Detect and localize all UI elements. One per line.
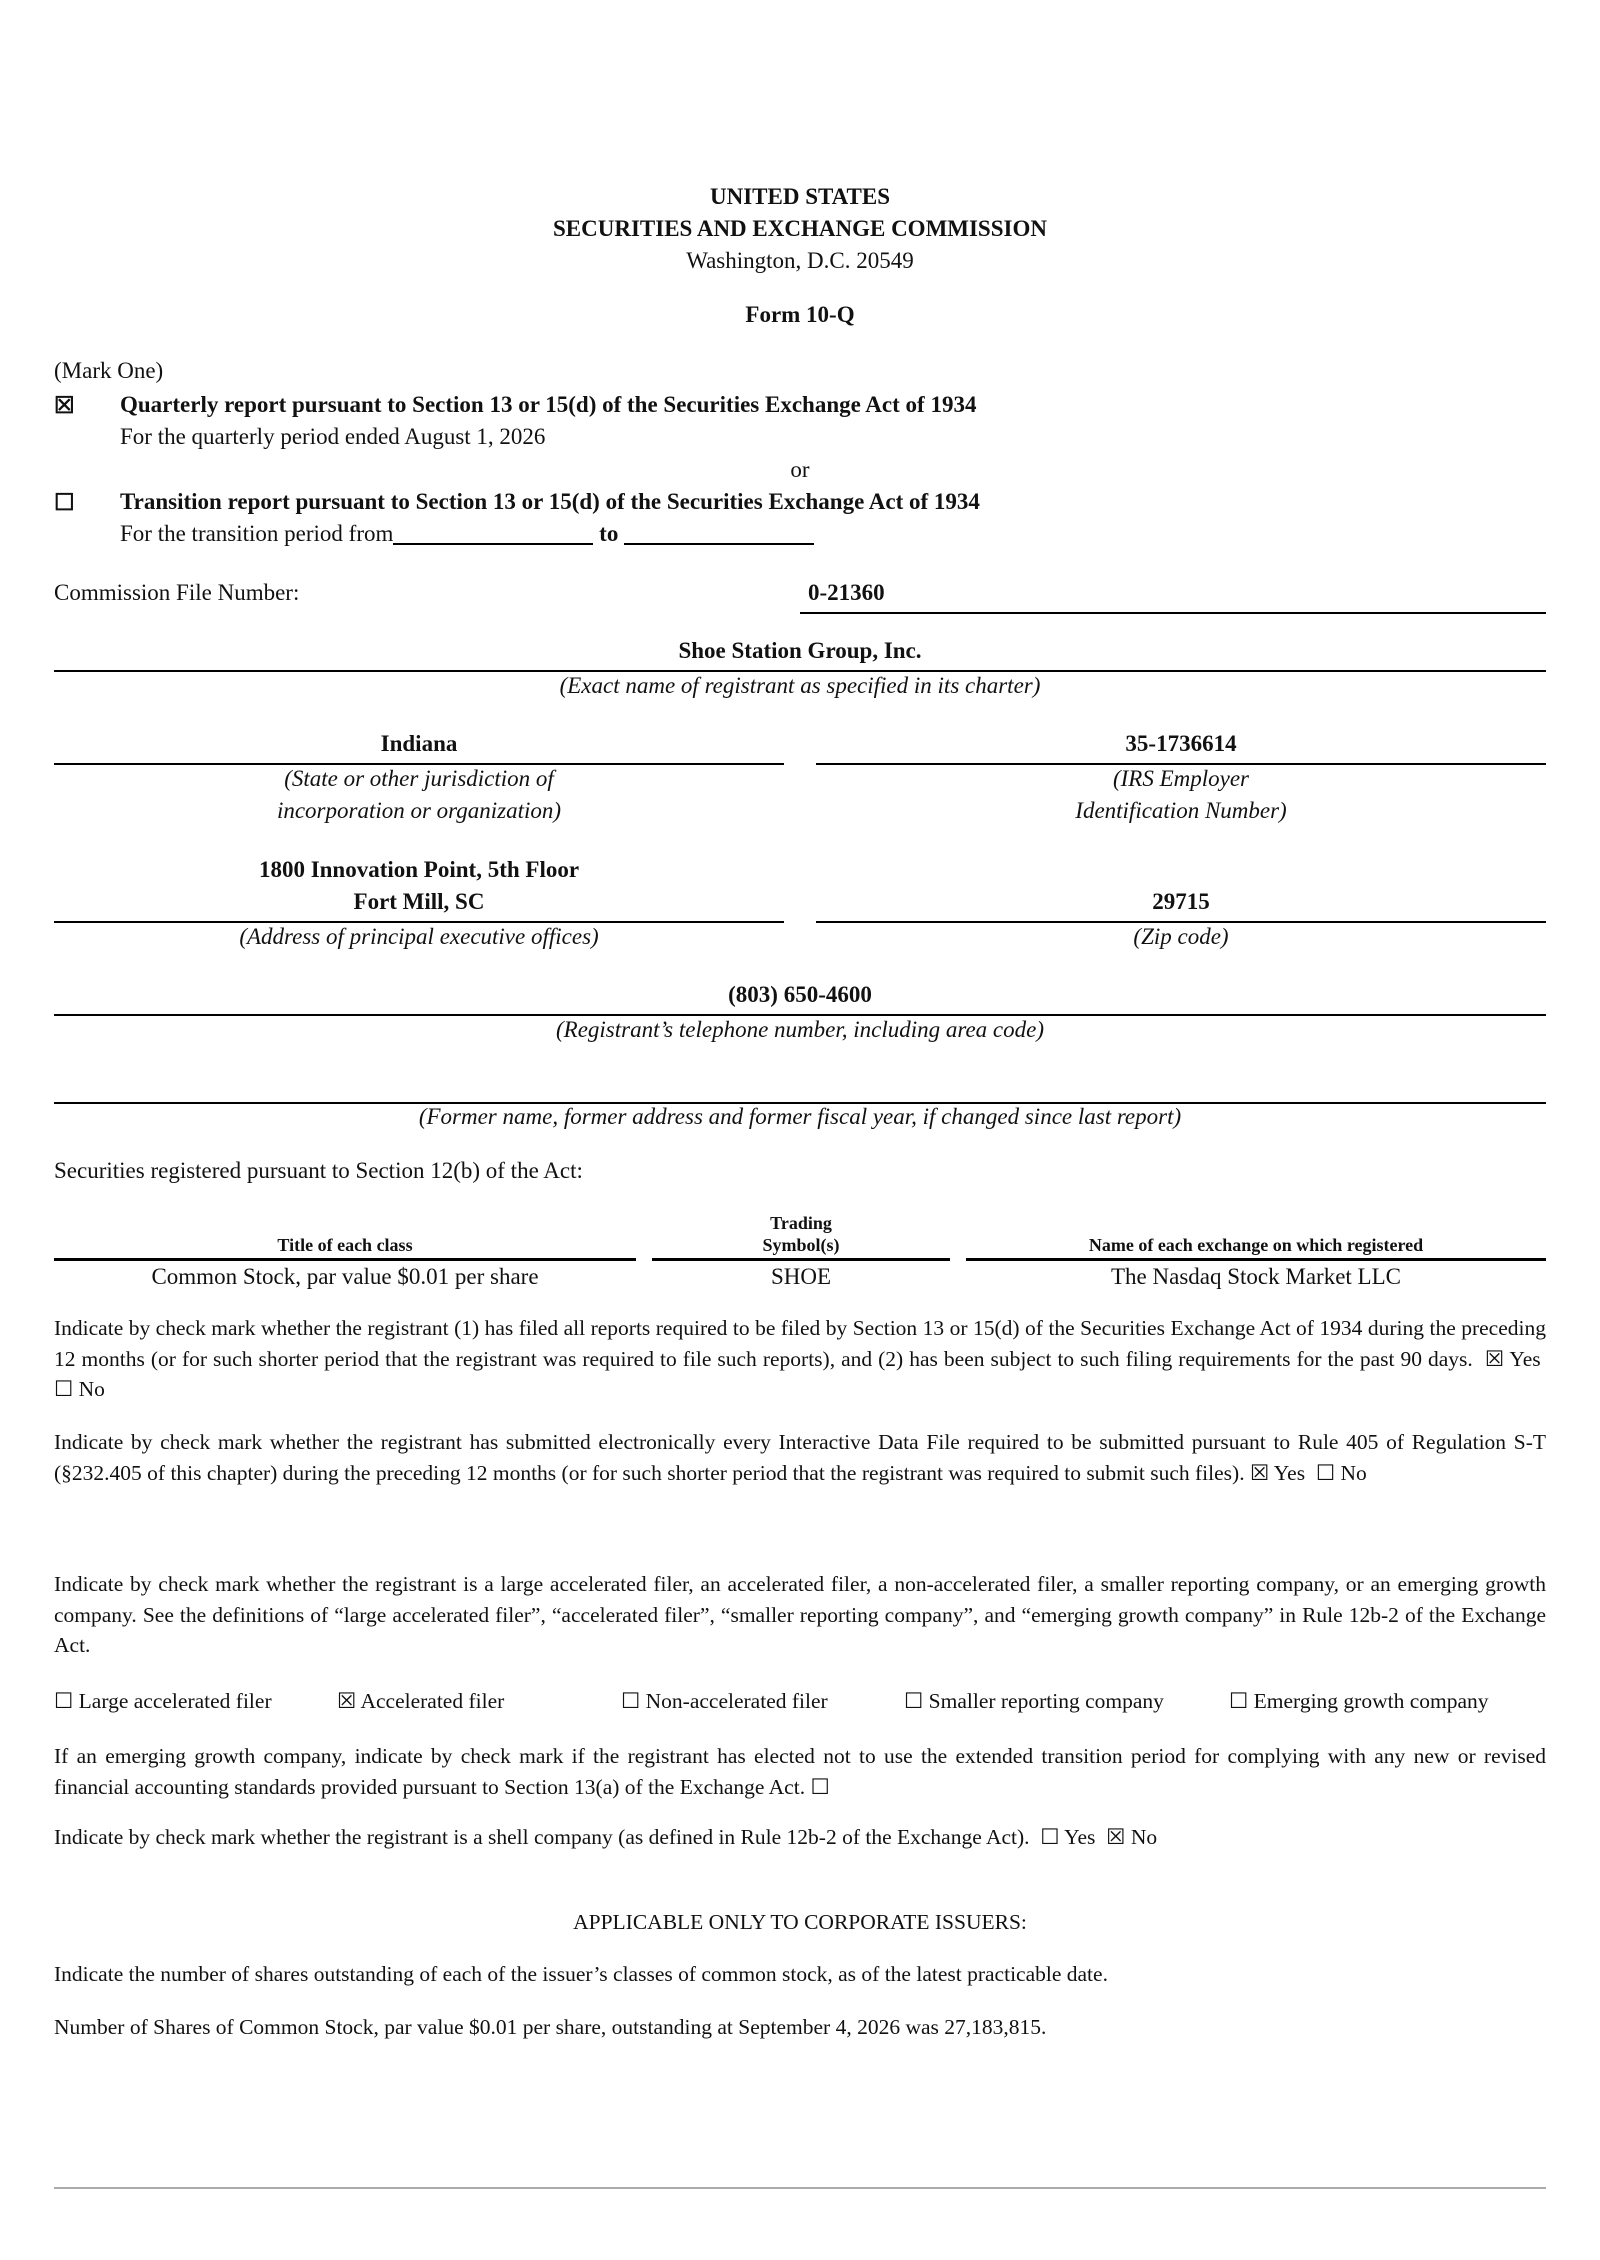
interactive-data-yes[interactable]: ☒ Yes xyxy=(1249,1460,1306,1485)
form-title: Form 10-Q xyxy=(745,302,855,327)
col-header-symbol-1: Trading xyxy=(770,1213,832,1233)
header-line-3: Washington, D.C. 20549 xyxy=(686,248,914,273)
commission-number-value: 0-21360 xyxy=(808,580,885,605)
transition-election-paragraph xyxy=(54,1741,1546,1802)
registrant-name-caption: (Exact name of registrant as specified in its charter) xyxy=(559,673,1041,698)
mark-one-label: (Mark One) xyxy=(54,358,164,383)
interactive-data-no[interactable]: ☐ No xyxy=(1315,1460,1367,1485)
row-symbol: SHOE xyxy=(770,1264,832,1289)
transition-election-checkbox[interactable]: ☐ xyxy=(810,1774,830,1799)
or-text: or xyxy=(790,457,810,482)
state-caption-1: (State or other jurisdiction of xyxy=(284,766,554,791)
col-header-symbol-2: Symbol(s) xyxy=(762,1235,840,1255)
phone-caption: (Registrant’s telephone number, including area code) xyxy=(555,1017,1045,1042)
shares-outstanding-instruction: Indicate the number of shares outstanding of each of the issuer’s classes of common stock, as of the latest practicable date. xyxy=(54,1962,1108,1986)
quarterly-period: For the quarterly period ended August 1, 2026 xyxy=(120,424,546,449)
col-title-rule xyxy=(54,1258,636,1261)
shell-company-text: Indicate by check mark whether the registrant is a shell company (as defined in Rule 12b-2 of the Exchange Act). xyxy=(54,1825,1030,1849)
reports-filed-no[interactable]: ☐ No xyxy=(54,1377,105,1402)
transition-to-blank[interactable] xyxy=(624,543,814,545)
interactive-data-text: Indicate by check mark whether the registrant has submitted electronically every Interactive Data File required to be submitted pursuant to Rule 405 of Regulation S-T (§232.405 of this chapter) during the preceding 12 months (or for such shorter period that the registrant was required to submit such files). xyxy=(54,1430,1546,1485)
filer-option-accelerated[interactable]: ☒ Accelerated filer xyxy=(337,1689,505,1713)
state-value: Indiana xyxy=(54,729,784,765)
filer-option-non-accelerated[interactable]: ☐ Non-accelerated filer xyxy=(621,1689,828,1713)
row-title: Common Stock, par value $0.01 per share xyxy=(151,1264,539,1289)
corporate-issuers-heading: APPLICABLE ONLY TO CORPORATE ISSUERS: xyxy=(573,1910,1027,1934)
header-line-2: SECURITIES AND EXCHANGE COMMISSION xyxy=(553,216,1047,241)
col-header-title: Title of each class xyxy=(277,1235,413,1255)
shell-company-no[interactable]: ☒ No xyxy=(1106,1825,1158,1849)
transition-period xyxy=(120,519,814,549)
row-exchange: The Nasdaq Stock Market LLC xyxy=(1111,1264,1401,1289)
shell-company-yes[interactable]: ☐ Yes xyxy=(1040,1825,1096,1849)
transition-period-label: For the transition period from xyxy=(120,521,394,546)
address-line-1: 1800 Innovation Point, 5th Floor xyxy=(258,857,580,882)
registrant-name: Shoe Station Group, Inc. xyxy=(54,636,1546,672)
reports-filed-paragraph xyxy=(54,1313,1546,1405)
col-exchange-rule xyxy=(966,1258,1546,1261)
ein-caption-1: (IRS Employer xyxy=(1112,766,1250,791)
filer-option-emerging-growth[interactable]: ☐ Emerging growth company xyxy=(1229,1689,1489,1713)
col-header-exchange: Name of each exchange on which registered xyxy=(1088,1235,1424,1255)
form-page xyxy=(54,0,1546,2260)
securities-intro: Securities registered pursuant to Section 12(b) of the Act: xyxy=(54,1158,583,1183)
filer-status-paragraph: Indicate by check mark whether the registrant is a large accelerated filer, an accelerated filer, a non-accelerated filer, a smaller reporting company, or an emerging growth company. See the definitions of “large accelerated filer”, “accelerated filer”, “smaller reporting company”, and “emerging growth company” in Rule 12b-2 of the Exchange Act. xyxy=(54,1572,1546,1658)
former-name-caption: (Former name, former address and former fiscal year, if changed since last report) xyxy=(418,1104,1182,1129)
interactive-data-paragraph xyxy=(54,1427,1546,1488)
former-name-line xyxy=(54,1068,1546,1104)
zip-caption: (Zip code) xyxy=(1133,924,1229,949)
address-line-2: Fort Mill, SC xyxy=(54,887,784,923)
quarterly-checkbox[interactable]: ☒ xyxy=(54,393,75,418)
reports-filed-text: Indicate by check mark whether the registrant (1) has filed all reports required to be filed by Section 13 or 15(d) of the Securities Exchange Act of 1934 during the preceding 12 months (or for such shorter period that the registrant was required to file such reports), and (2) has been subject to such filing requirements for the past 90 days. xyxy=(54,1316,1546,1371)
shell-company-paragraph xyxy=(54,1822,1546,1853)
transition-checkbox[interactable]: ☐ xyxy=(54,490,75,515)
header-line-1: UNITED STATES xyxy=(709,184,890,209)
transition-to-label: to xyxy=(599,521,619,546)
state-caption-2: incorporation or organization) xyxy=(276,798,562,823)
commission-number xyxy=(800,578,1546,614)
phone-value: (803) 650-4600 xyxy=(54,980,1546,1016)
quarterly-title: Quarterly report pursuant to Section 13 or 15(d) of the Securities Exchange Act of 1934 xyxy=(120,392,977,417)
commission-label: Commission File Number: xyxy=(54,580,300,605)
col-symbol-rule xyxy=(652,1258,950,1261)
ein-value: 35-1736614 xyxy=(816,729,1546,765)
address-caption: (Address of principal executive offices) xyxy=(239,924,599,949)
filer-option-large-accelerated[interactable]: ☐ Large accelerated filer xyxy=(54,1689,272,1713)
transition-from-blank[interactable] xyxy=(393,543,593,545)
reports-filed-yes[interactable]: ☒ Yes xyxy=(1484,1346,1541,1371)
transition-election-text: If an emerging growth company, indicate by check mark if the registrant has elected not to use the extended transition period for complying with any new or revised financial accounting standards provided pursuant to Section 13(a) of the Exchange Act. xyxy=(54,1744,1546,1799)
filer-option-smaller-reporting[interactable]: ☐ Smaller reporting company xyxy=(904,1689,1164,1713)
transition-title: Transition report pursuant to Section 13 or 15(d) of the Securities Exchange Act of 1934 xyxy=(120,489,980,514)
shares-outstanding-count: Number of Shares of Common Stock, par value $0.01 per share, outstanding at September 4, 2026 was 27,183,815. xyxy=(54,2015,1047,2039)
page-footer-rule xyxy=(54,2187,1546,2189)
ein-caption-2: Identification Number) xyxy=(1075,798,1287,823)
zip-value: 29715 xyxy=(816,887,1546,923)
